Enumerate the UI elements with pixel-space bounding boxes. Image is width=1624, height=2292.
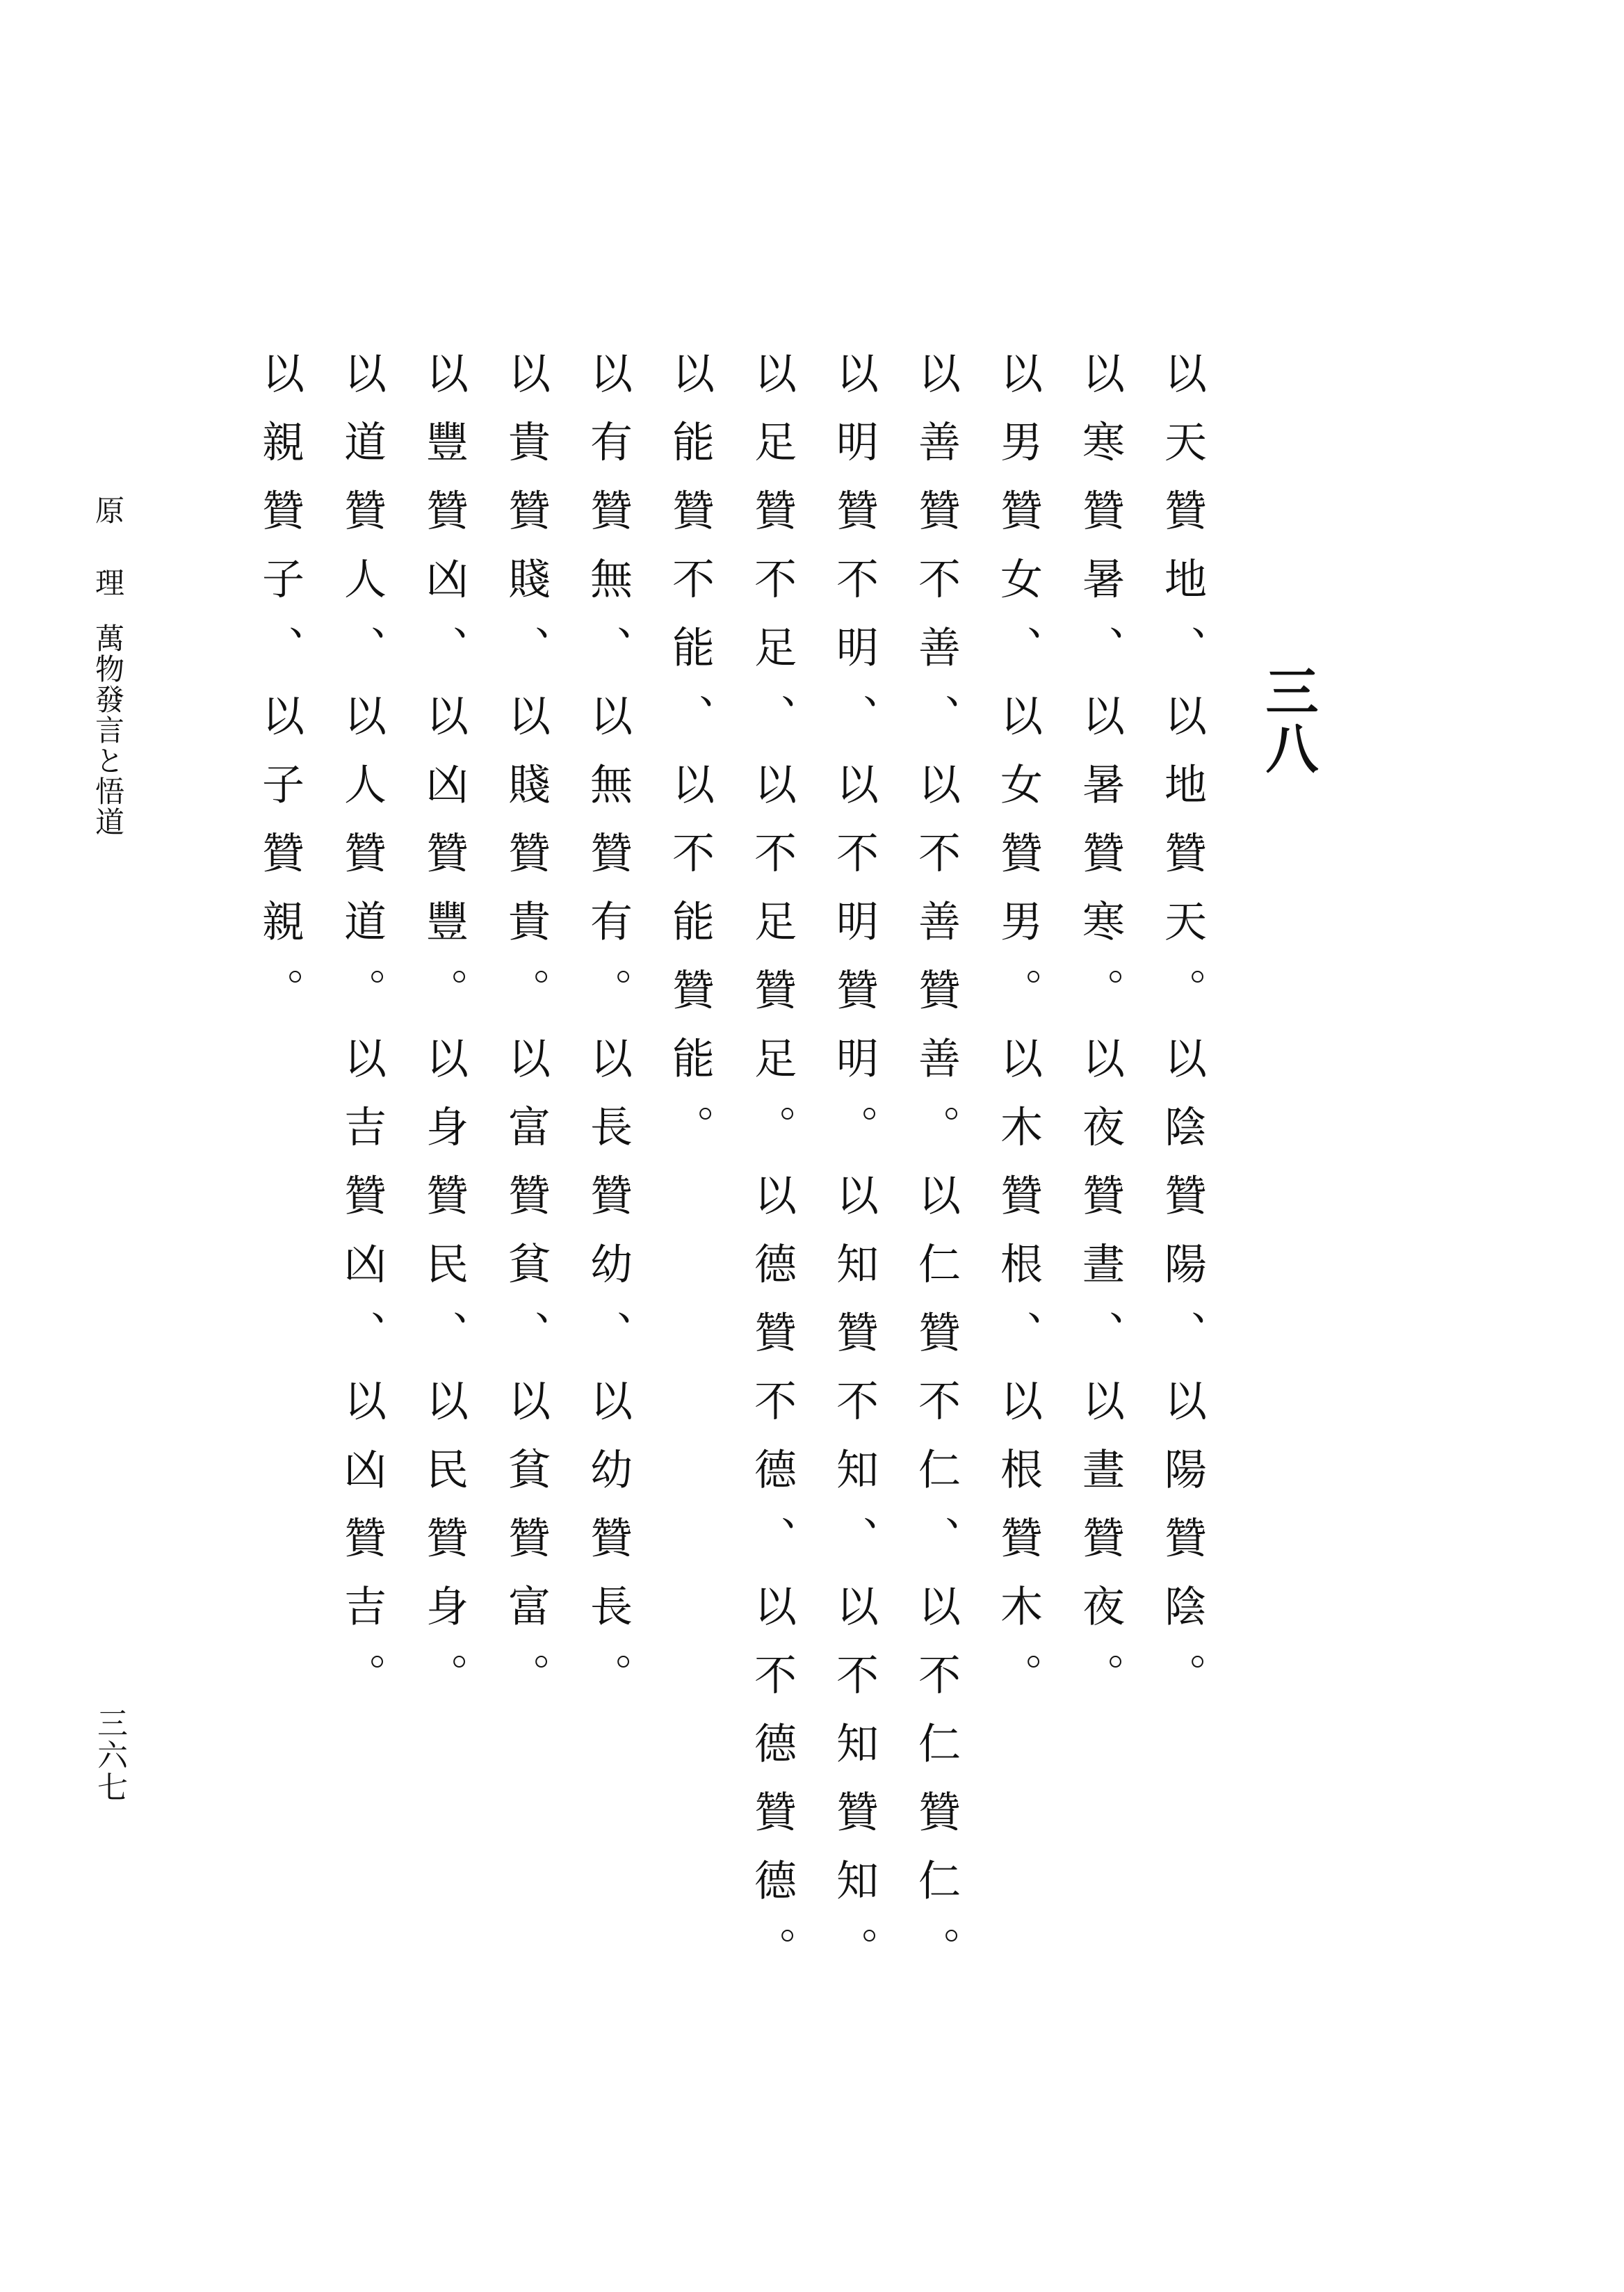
page-number: 三六七 — [92, 1707, 127, 1803]
text-column-7: 以能贊不能、以不能贊能。 — [665, 351, 715, 1173]
text-column-6: 以足贊不足、以不足贊足。以德贊不德、以不德贊德。 — [747, 351, 797, 1995]
text-column-1: 以天贊地、以地贊天。以陰贊陽、以陽贊陰。 — [1158, 351, 1207, 1721]
text-column-5: 以明贊不明、以不明贊明。以知贊不知、以不知贊知。 — [829, 351, 879, 1995]
text-column-8: 以有贊無、以無贊有。以長贊幼、以幼贊長。 — [583, 351, 633, 1721]
text-column-2: 以寒贊暑、以暑贊寒。以夜贊晝、以晝贊夜。 — [1075, 351, 1125, 1721]
running-header-title: 原理 — [91, 495, 125, 640]
section-number: 三八 — [1257, 664, 1319, 778]
text-column-11: 以道贊人、以人贊道。以吉贊凶、以凶贊吉。 — [337, 351, 387, 1721]
text-column-9: 以貴贊賤、以賤贊貴。以富贊貧、以貧贊富。 — [501, 351, 551, 1721]
running-header-chapter: 萬物發言と悟道 — [91, 623, 125, 837]
text-column-3: 以男贊女、以女贊男。以木贊根、以根贊木。 — [993, 351, 1043, 1721]
text-column-10: 以豐贊凶、以凶贊豐。以身贊民、以民贊身。 — [419, 351, 469, 1721]
text-column-4: 以善贊不善、以不善贊善。以仁贊不仁、以不仁贊仁。 — [911, 351, 961, 1995]
text-column-12: 以親贊子、以子贊親。 — [255, 351, 304, 1036]
